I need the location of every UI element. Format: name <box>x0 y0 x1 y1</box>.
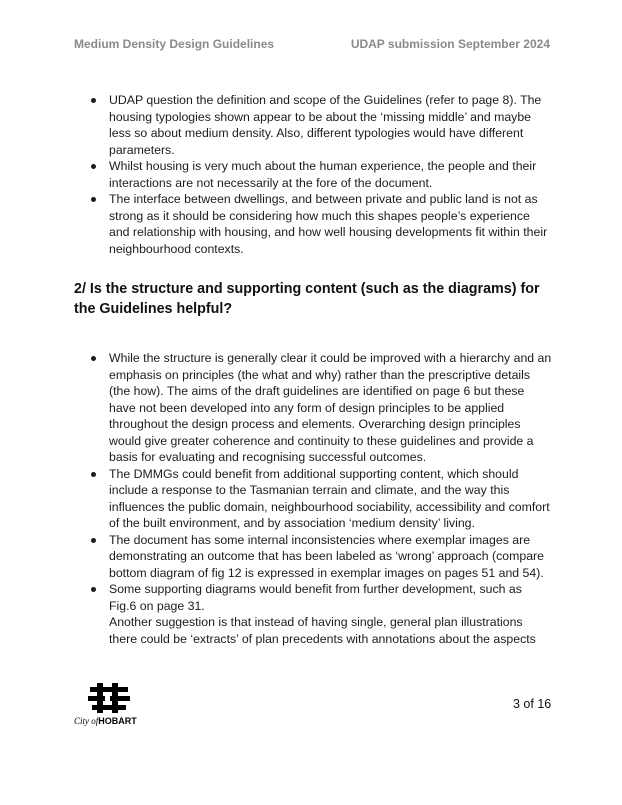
list-item: While the structure is generally clear it could be improved with a hierarchy and an emphasis on principles (the what and why) rather than the prescriptive details (the how). The aims of the draft guidelines are identified on page 6 but these have not been developed into any form of design principles to be applied throughout the design process and elements. Overarching design principles would give greater coherence and continuity to these guidelines and provide a basis for evaluating and recognising successful outcomes. <box>74 350 552 466</box>
list-item-continuation: Another suggestion is that instead of having single, general plan illustrations there could be ‘extracts’ of plan precedents with annotations about the aspects <box>109 615 536 646</box>
page-number: 3 of 16 <box>513 697 552 711</box>
page-header <box>74 37 550 51</box>
header-document-title: Medium Density Design Guidelines <box>74 37 275 51</box>
header-submission-date: UDAP submission September 2024 <box>350 37 550 51</box>
city-of-hobart-logo <box>74 683 144 731</box>
logo-city-text: City of <box>74 716 99 726</box>
hobart-emblem-icon <box>88 683 130 713</box>
bullet-list-bottom <box>74 350 552 647</box>
list-item: The document has some internal inconsistencies where exemplar images are demonstrating an outcome that has been labeled as ‘wrong’ approach (compare bottom diagram of fig 12 is expressed in exemplar images on pages 51 and 54). <box>74 532 552 582</box>
bullet-list-top <box>74 92 552 257</box>
logo-name-text: HOBART <box>98 716 137 726</box>
list-item: The DMMGs could benefit from additional supporting content, which should include a response to the Tasmanian terrain and climate, and the way this influences the public domain, neighbourhood sociability, accessibility and comfort of the built environment, and by association ‘medium density’ living. <box>74 466 552 532</box>
section-heading: 2/ Is the structure and supporting content (such as the diagrams) for the Guidelines helpful? <box>74 281 540 317</box>
list-item: Whilst housing is very much about the human experience, the people and their interactions are not necessarily at the fore of the document. <box>74 158 552 191</box>
list-item: UDAP question the definition and scope of the Guidelines (refer to page 8). The housing typologies shown appear to be about the ‘missing middle’ and maybe less so about medium density. Also, different typologies would have different parameters. <box>74 92 552 158</box>
list-item: Some supporting diagrams would benefit from further development, such as Fig.6 on page 31. <box>74 581 552 614</box>
list-item: The interface between dwellings, and between private and public land is not as strong as it should be considering how much this shapes people’s experience and relationship with housing, and how well housing developments fit within their neighbourhood contexts. <box>74 191 552 257</box>
logo-wordmark <box>74 716 137 726</box>
